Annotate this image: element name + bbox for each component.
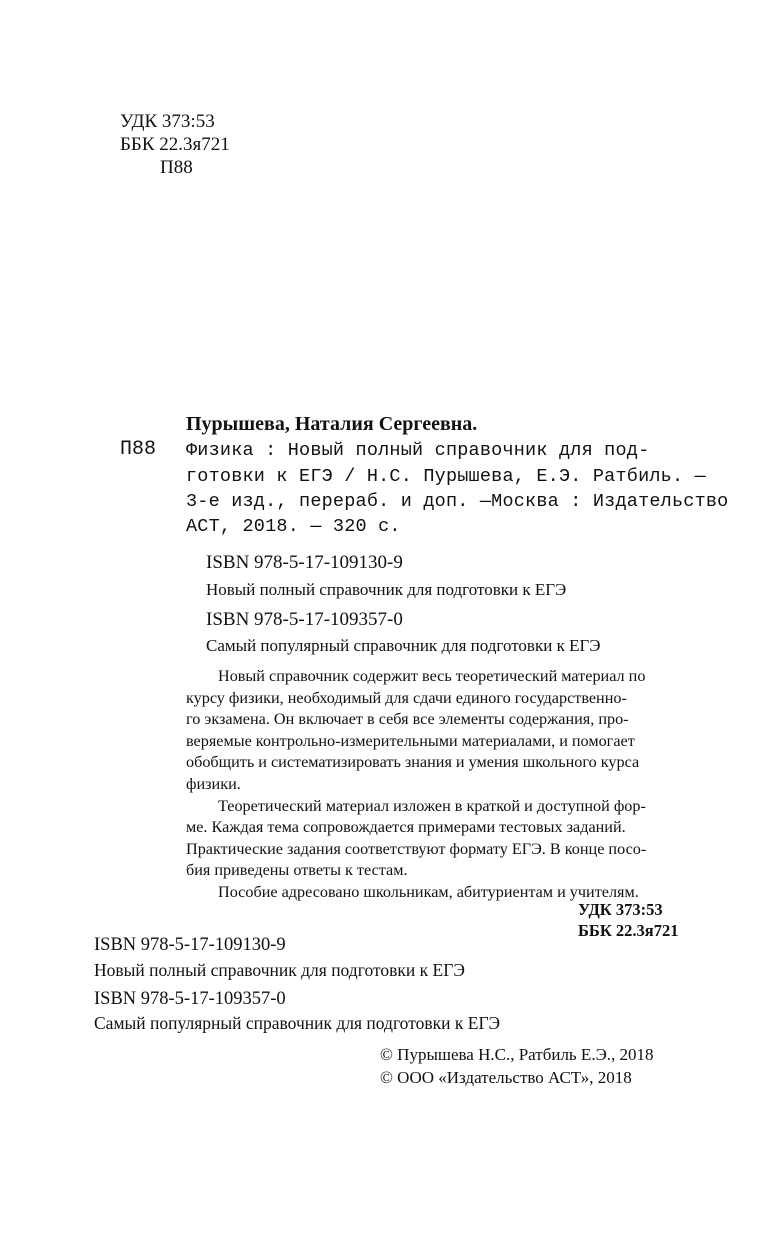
title-line-2: готовки к ЕГЭ / Н.С. Пурышева, Е.Э. Ратбиль. — [186,466,706,487]
copyright-publisher: © ООО «Издательство АСТ», 2018 [380,1068,632,1087]
title-line-4: АСТ, 2018. — 320 с. [186,516,401,537]
bottom-isbn-1-caption: Новый полный справочник для подготовки к ЕГЭ [94,960,465,980]
abstract-line: Практические задания соответствуют формату ЕГЭ. В конце посо- [186,839,647,858]
abstract-line: Теоретический материал изложен в краткой и доступной фор- [218,796,646,815]
bottom-isbn-1: ISBN 978-5-17-109130-9 [94,935,286,955]
abstract-line: обобщить и систематизировать знания и умения школьного курса [186,753,640,772]
bbk-code: ББК 22.3я721 [578,921,679,940]
isbn-2: ISBN 978-5-17-109357-0 [206,609,403,630]
udk-code-top: УДК 373:53 [120,111,215,132]
title-line-3: 3-е изд., перераб. и доп. —Москва : Издательство [186,491,729,512]
abstract-line: бия приведены ответы к тестам. [186,861,408,880]
bottom-isbn-2-caption: Самый популярный справочник для подготовки к ЕГЭ [94,1013,501,1033]
copyright-authors: © Пурышева Н.С., Ратбиль Е.Э., 2018 [380,1045,654,1064]
isbn-1: ISBN 978-5-17-109130-9 [206,552,403,573]
author-mark: П88 [120,438,157,461]
abstract-line: Новый справочник содержит весь теоретический материал по [218,667,646,685]
abstract-line: физики. [186,774,241,793]
abstract-line: ме. Каждая тема сопровождается примерами тестовых заданий. [186,818,626,837]
abstract-line: Пособие адресовано школьникам, абитуриентам и учителям. [218,882,639,901]
author-mark-top: П88 [160,157,193,178]
title-line-1: Физика : Новый полный справочник для под- [186,440,650,461]
abstract [186,666,686,904]
author-heading: Пурышева, Наталия Сергеевна. [186,413,478,435]
udk-code: УДК 373:53 [578,900,663,919]
abstract-line: го экзамена. Он включает в себя все элементы содержания, про- [186,710,629,729]
abstract-line: веряемые контрольно-измерительными материалами, и помогает [186,731,635,750]
bbk-code-top: ББК 22.3я721 [120,134,230,155]
abstract-line: курсу физики, необходимый для сдачи единого государственно- [186,688,627,707]
bottom-isbn-2: ISBN 978-5-17-109357-0 [94,989,286,1009]
isbn-1-caption: Новый полный справочник для подготовки к ЕГЭ [206,580,567,599]
isbn-2-caption: Самый популярный справочник для подготовки к ЕГЭ [206,636,601,655]
